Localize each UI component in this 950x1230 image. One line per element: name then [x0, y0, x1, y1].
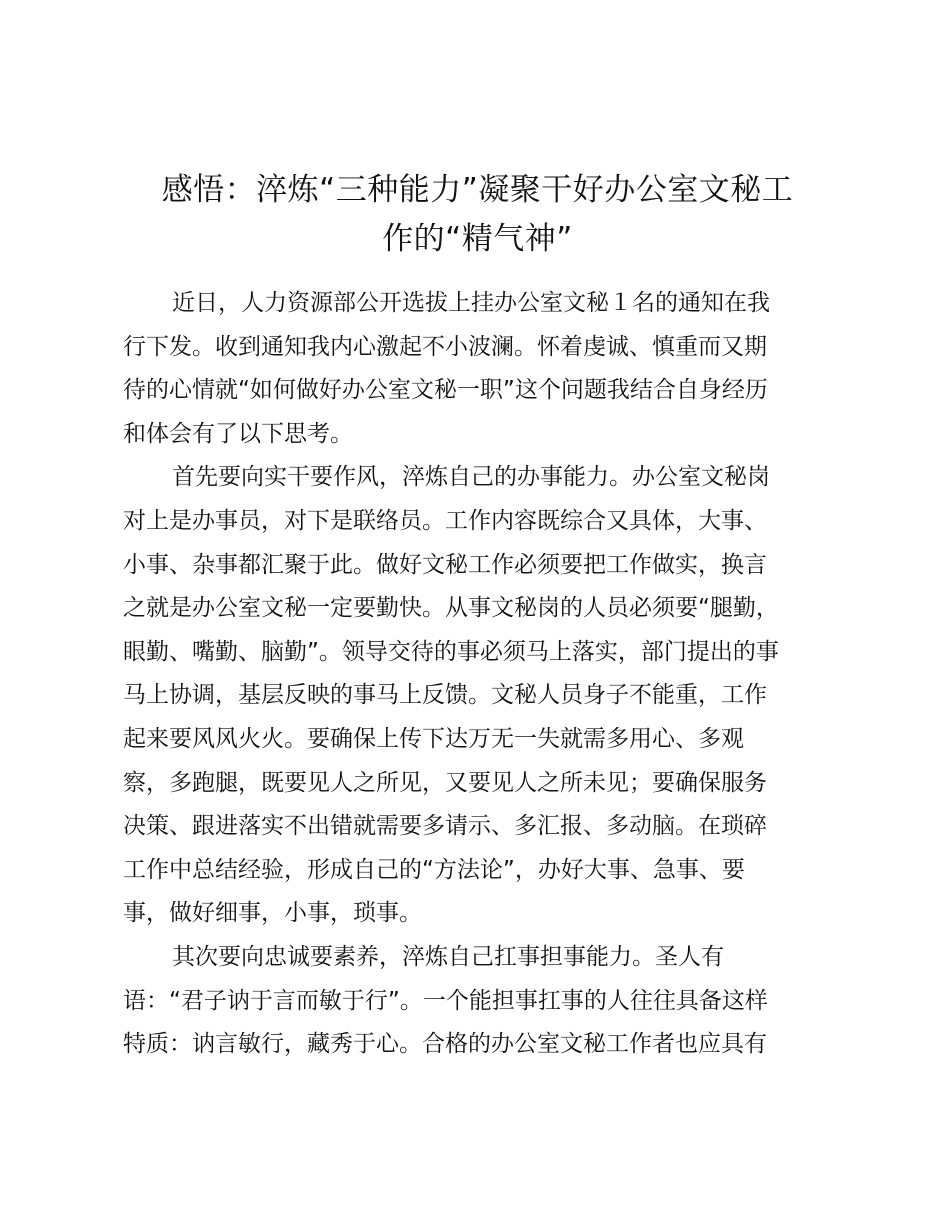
paragraph-line: 语：“君子讷于言而敏于行”。一个能担事扛事的人往往具备这样 [123, 987, 768, 1014]
paragraph-line: 小事、杂事都汇聚于此。做好文秘工作必须要把工作做实，换言 [123, 551, 767, 578]
paragraph-line: 察，多跑腿，既要见人之所见，又要见人之所未见；要确保服务 [123, 769, 767, 796]
paragraph-3 [123, 936, 838, 1067]
paragraph-line: 待的心情就“如何做好办公室文秘一职”这个问题我结合自身经历 [123, 377, 768, 404]
paragraph-line: 工作中总结经验，形成自己的“方法论”，办好大事、急事、要 [123, 856, 745, 883]
paragraph-2 [123, 456, 838, 936]
paragraph-line: 眼勤、嘴勤、脑勤”。领导交待的事必须马上落实，部门提出的事 [123, 638, 779, 665]
paragraph-line: 决策、跟进落实不出错就需要多请示、多汇报、多动脑。在琐碎 [123, 813, 767, 840]
paragraph-line: 和体会有了以下思考。 [123, 420, 353, 447]
paragraph-line: 马上协调，基层反映的事马上反馈。文秘人员身子不能重，工作 [123, 682, 767, 709]
paragraph-line: 事，做好细事，小事，琐事。 [123, 900, 422, 927]
paragraph-line: 对上是办事员，对下是联络员。工作内容既综合又具体，大事、 [123, 507, 767, 534]
title-line: 作的“精气神” [382, 221, 573, 257]
paragraph-line: 其次要向忠诚要素养，淬炼自己扛事担事能力。圣人有 [172, 943, 724, 970]
paragraph-line: 之就是办公室文秘一定要勤快。从事文秘岗的人员必须要“腿勤， [123, 595, 779, 622]
paragraph-line: 起来要风风火火。要确保上传下达万无一失就需多用心、多观 [123, 725, 744, 752]
title-line: 感悟：淬炼“三种能力”凝聚干好办公室文秘工 [161, 172, 794, 208]
paragraph-line: 近日，人力资源部公开选拔上挂办公室文秘１名的通知在我 [172, 290, 770, 316]
paragraph-1 [123, 282, 838, 456]
paragraph-line: 特质：讷言敏行，藏秀于心。合格的办公室文秘工作者也应具有 [123, 1031, 767, 1058]
paragraph-line: 行下发。收到通知我内心激起不小波澜。怀着虔诚、慎重而又期 [123, 333, 767, 360]
document-body [123, 282, 838, 1067]
paragraph-line: 首先要向实干要作风，淬炼自己的办事能力。办公室文秘岗 [172, 464, 770, 491]
document-title [120, 166, 835, 264]
